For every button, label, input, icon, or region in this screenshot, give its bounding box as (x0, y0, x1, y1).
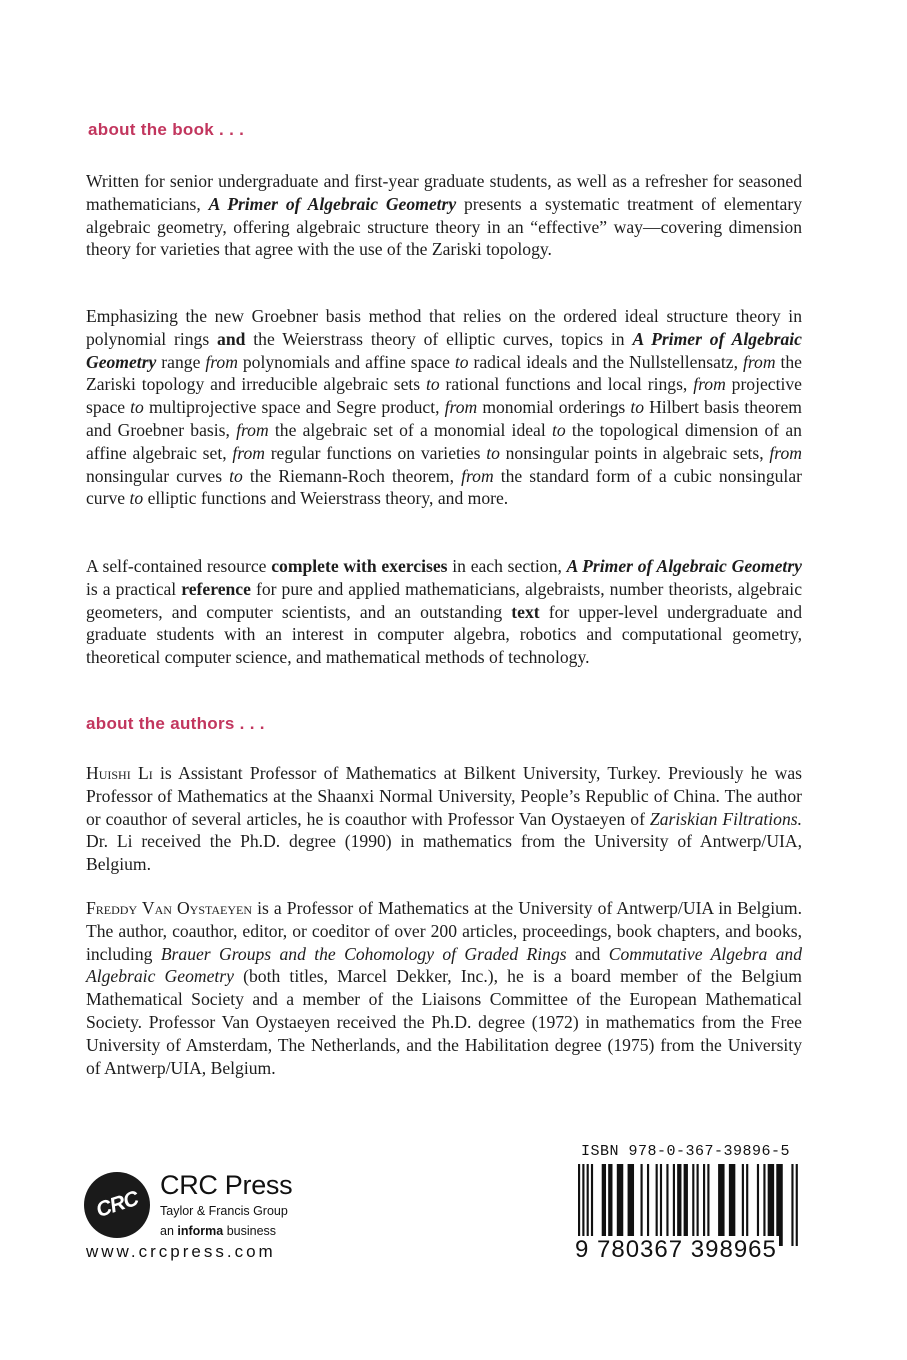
barcode-bar (647, 1164, 649, 1246)
barcode-bar (578, 1164, 580, 1246)
barcode-bar (660, 1164, 662, 1246)
barcode-bar (684, 1164, 688, 1246)
barcode-bar (757, 1164, 759, 1246)
barcode-bar (673, 1164, 675, 1246)
barcode-bar (582, 1164, 584, 1246)
barcode-bar (617, 1164, 623, 1246)
book-paragraph-3: A self-contained resource complete with exercises in each section, A Primer of Algebraic Geometry is a practical reference for pure and applied mathematicians, algebraists, number theorists, algebraic geometers, and computer scientists, and an outstanding text for upper-level undergraduate and graduate students with an interest in computer algebra, robotics and computational geometry, theoretical computer science, and mathematical methods of technology. (86, 556, 802, 668)
publisher-name: CRC Press (160, 1170, 293, 1200)
publisher-url[interactable]: www.crcpress.com (86, 1242, 276, 1261)
book-title: A Primer of Algebraic Geometry (566, 556, 802, 576)
crc-logo: CRC (84, 1172, 150, 1238)
book-title: A Primer of Algebraic Geometry (208, 193, 457, 214)
author-name: Huishi Li (86, 763, 153, 783)
author-bio-van-oystaeyen: Freddy Van Oystaeyen is a Professor of Mathematics at the University of Antwerp/UIA in Belgium. The author, coauthor, editor, or coeditor of over 200 articles, proceedings, book chapters, and books, including Brauer Groups and the Cohomology of Graded Rings and Commutative Algebra and Algebraic Geometry (both titles, Marcel Dekker, Inc.), he is a board member of the Belgium Mathematical Society and a member of the Liaisons Committee of the European Mathematical Society. Professor Van Oystaeyen received the Ph.D. degree (1972) in mathematics from the Free University of Amsterdam, The Netherlands, and the Habilitation degree (1975) from the University of Antwerp/UIA, Belgium. (86, 898, 803, 1078)
about-book-heading: about the book . . . (88, 120, 245, 139)
about-authors-heading: about the authors . . . (86, 714, 265, 733)
barcode-bar (791, 1164, 793, 1246)
barcode-bar (656, 1164, 658, 1246)
barcode-bar (703, 1164, 705, 1246)
barcode (578, 1164, 800, 1246)
book-paragraph-2: Emphasizing the new Groebner basis method that relies on the ordered ideal structure theory in polynomial rings and the Weierstrass theory of elliptic curves, topics in A Primer of Algebraic Geometry range from polynomials and affine space to radical ideals and the Nullstellensatz, from the Zariski topology and irreducible algebraic sets to rational functions and local rings, from projective space to multiprojective space and Segre product, from monomial orderings to Hilbert basis theorem and Groebner basis, from the algebraic set of a monomial ideal to the topological dimension of an affine algebraic set, from regular functions on varieties to nonsingular points in algebraic sets, from nonsingular curves to the Riemann-Roch theorem, from the standard form of a cubic nonsingular curve to elliptic functions and Weierstrass theory, and more. (86, 306, 802, 509)
author-bio-li: Huishi Li is Assistant Professor of Mathematics at Bilkent University, Turkey. Previously he was Professor of Mathematics at the Shaanxi Normal University, People’s Republic of China. The author or coauthor of several articles, he is coauthor with Professor Van Oystaeyen of Zariskian Filtrations. Dr. Li received the Ph.D. degree (1990) in mathematics from the University of Antwerp/UIA, Belgium. (86, 763, 802, 875)
barcode-bar (768, 1164, 774, 1246)
barcode-bar (796, 1164, 798, 1246)
barcode-bar (697, 1164, 699, 1246)
barcode-bar (587, 1164, 589, 1246)
barcode-bar (628, 1164, 634, 1246)
barcode-bar (641, 1164, 643, 1246)
barcode-bar (666, 1164, 668, 1246)
barcode-bar (742, 1164, 744, 1246)
barcode-bar (718, 1164, 724, 1246)
barcode-bar (707, 1164, 709, 1246)
barcode-bar (776, 1164, 782, 1246)
isbn-label: ISBN 978-0-367-39896-5 (581, 1143, 791, 1160)
publisher-tagline: an informa business (160, 1224, 277, 1238)
book-title: A Primer of Algebraic Geometry (86, 328, 802, 372)
barcode-bar (763, 1164, 765, 1246)
author-name: Freddy Van Oystaeyen (86, 898, 253, 918)
barcode-bar (677, 1164, 681, 1246)
barcode-bar (729, 1164, 735, 1246)
barcode-bar (591, 1164, 593, 1246)
barcode-bar (602, 1164, 606, 1246)
publisher-group: Taylor & Francis Group (160, 1204, 288, 1218)
barcode-bar (746, 1164, 748, 1246)
barcode-bar (608, 1164, 612, 1246)
book-paragraph-1: Written for senior undergraduate and first-year graduate students, as well as a refresher for seasoned mathematicians, A Primer of Algebraic Geometry presents a systematic treatment of elementary algebraic geometry, offering algebraic structure theory in an “effective” way—covering dimension theory for varieties that agree with the use of the Zariski topology. (86, 171, 802, 260)
barcode-number: 9 780367 398965 (575, 1236, 777, 1263)
barcode-bar (692, 1164, 694, 1246)
